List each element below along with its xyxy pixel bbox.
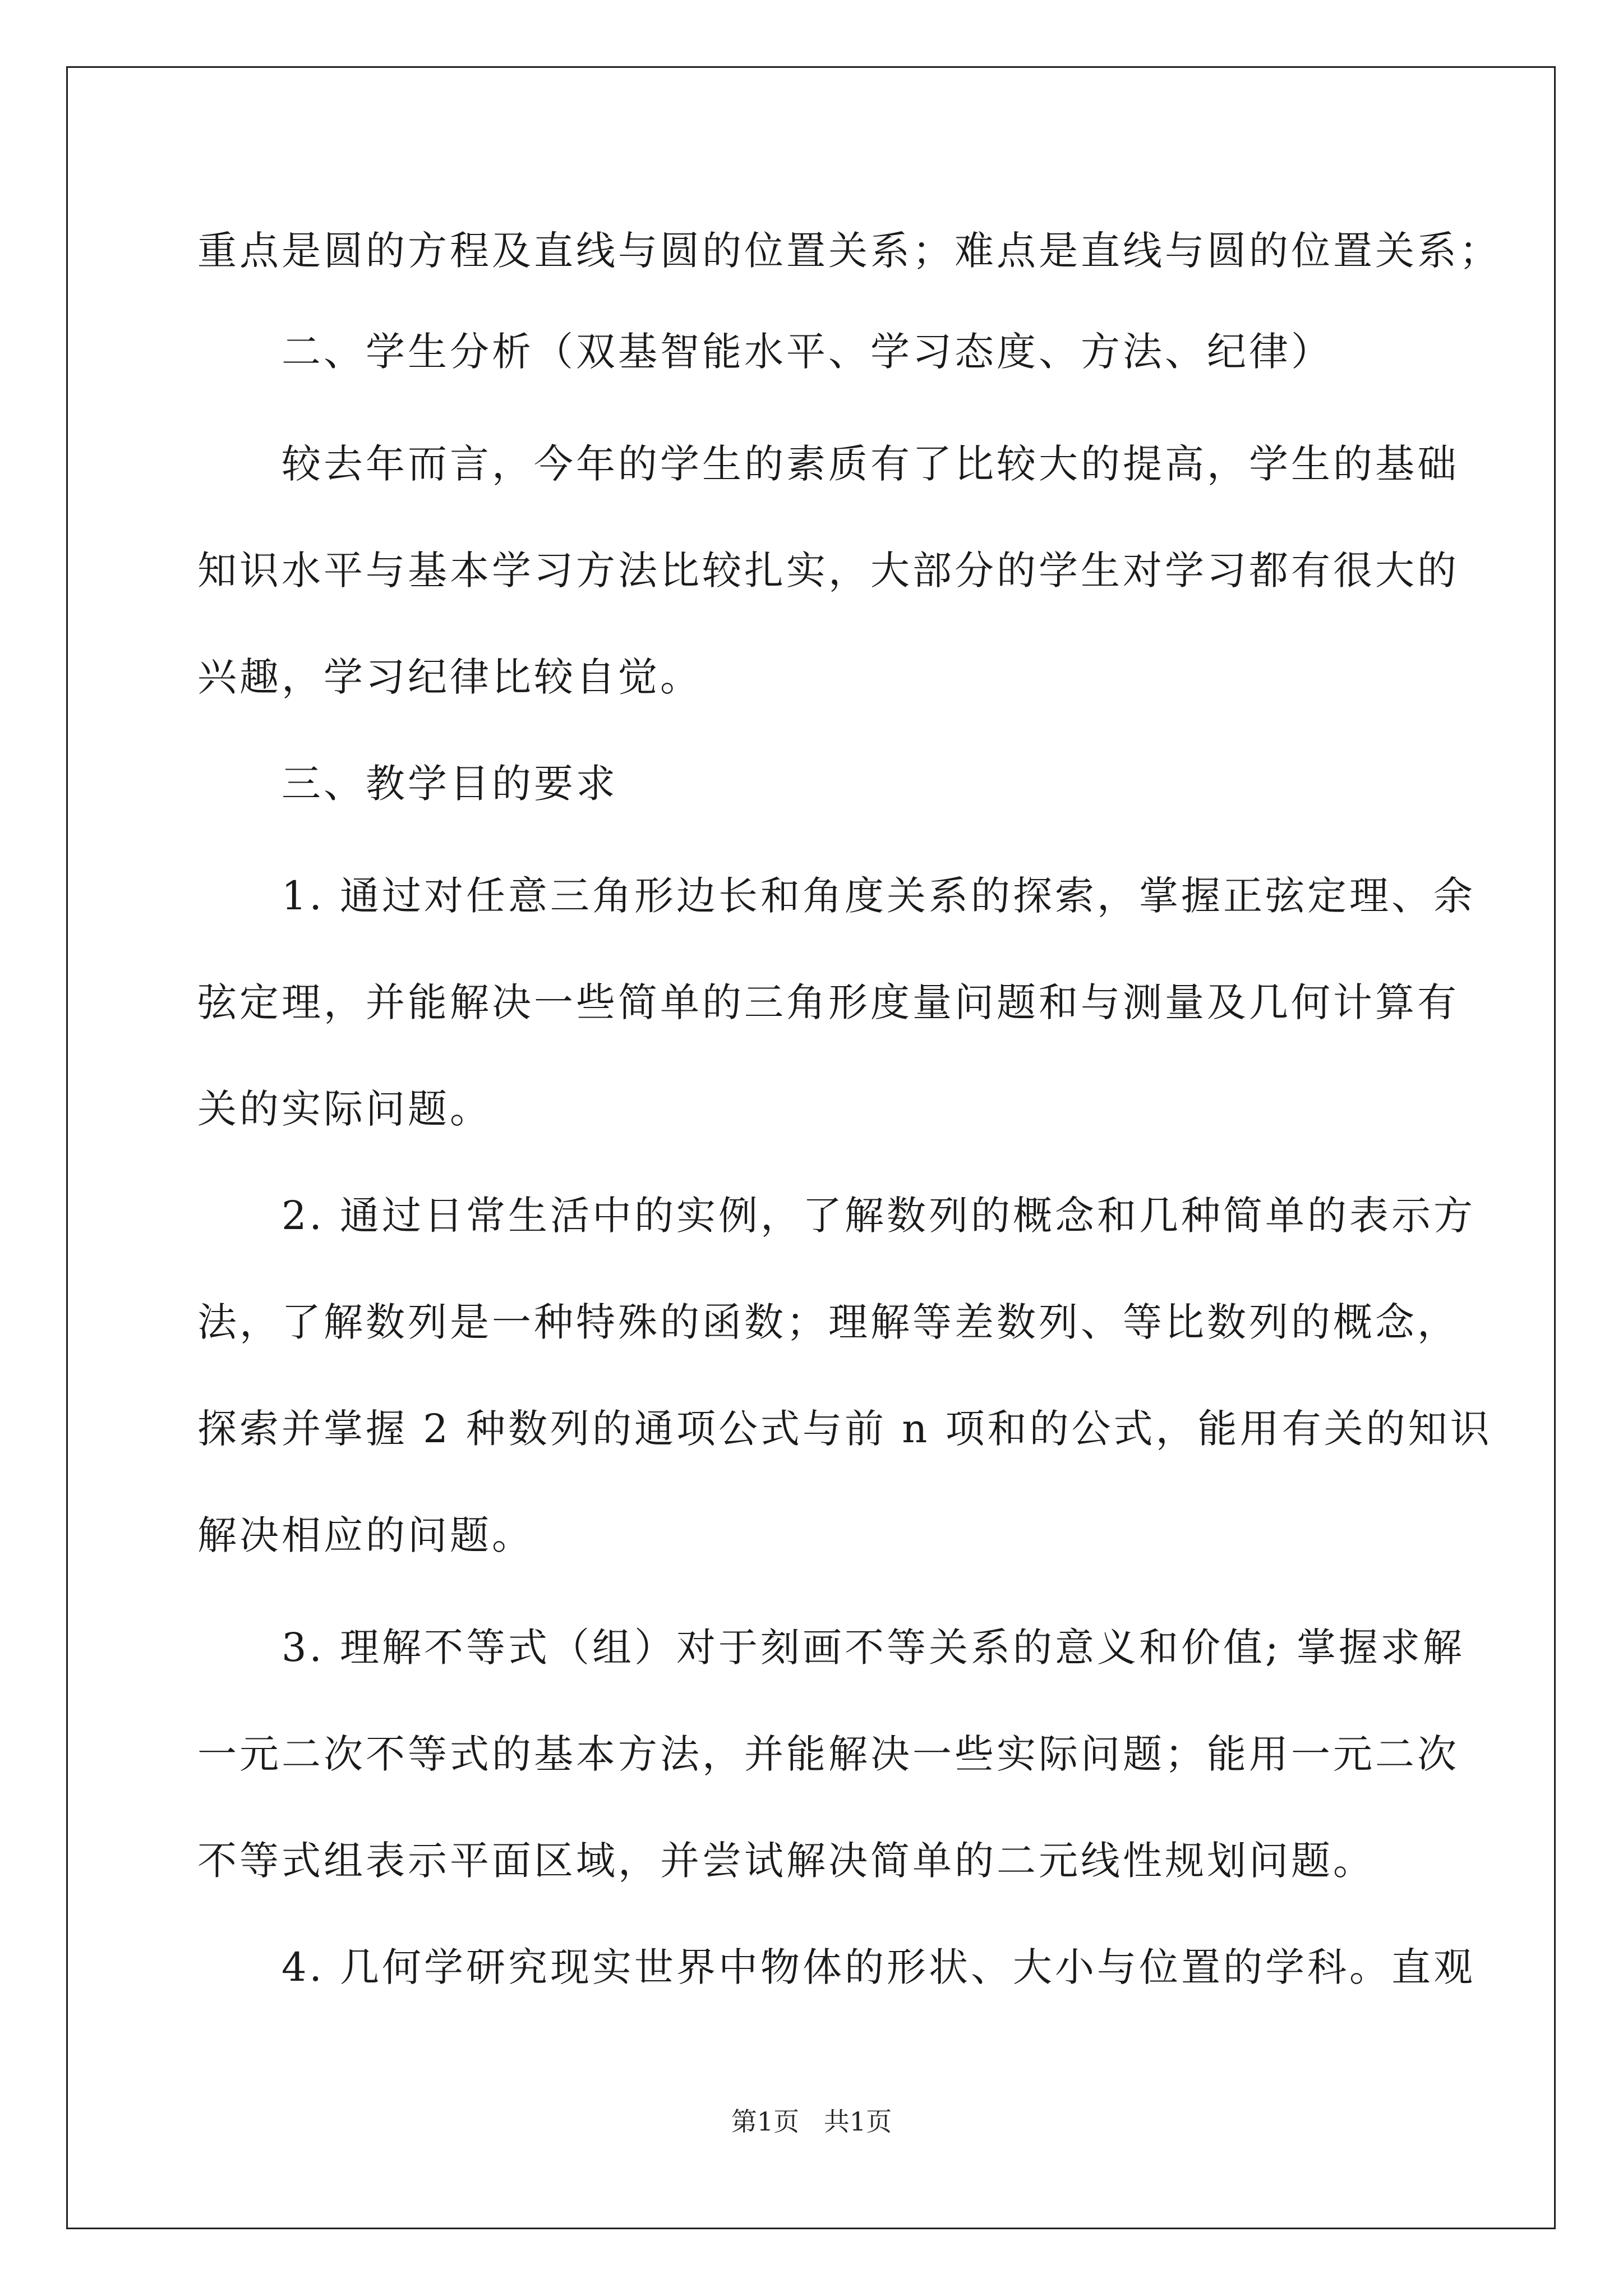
- text-line-11: 法，了解数列是一种特殊的函数；理解等差数列、等比数列的概念，: [197, 1299, 1459, 1345]
- text-line-7: 1. 通过对任意三角形边长和角度关系的探索，掌握正弦定理、余: [282, 873, 1476, 919]
- text-line-10: 2. 通过日常生活中的实例，了解数列的概念和几种简单的表示方: [282, 1193, 1476, 1239]
- text-line-17: 4. 几何学研究现实世界中物体的形状、大小与位置的学科。直观: [282, 1944, 1476, 1990]
- text-line-13: 解决相应的问题。: [197, 1512, 534, 1558]
- text-line-12: 探索并掌握 2 种数列的通项公式与前 n 项和的公式，能用有关的知识: [197, 1406, 1492, 1452]
- section-heading-student-analysis: 二、学生分析（双基智能水平、学习态度、方法、纪律）: [282, 329, 1333, 375]
- text-line-14: 3. 理解不等式（组）对于刻画不等关系的意义和价值; 掌握求解: [282, 1625, 1465, 1671]
- text-line-8: 弦定理，并能解决一些简单的三角形度量问题和与测量及几何计算有: [197, 979, 1459, 1025]
- text-line-1: 重点是圆的方程及直线与圆的位置关系；难点是直线与圆的位置关系；: [197, 228, 1501, 274]
- text-line-16: 不等式组表示平面区域，并尝试解决简单的二元线性规划问题。: [197, 1838, 1375, 1884]
- section-heading-teaching-goals: 三、教学目的要求: [282, 761, 618, 807]
- text-line-15: 一元二次不等式的基本方法，并能解决一些实际问题；能用一元二次: [197, 1731, 1459, 1777]
- text-line-4: 知识水平与基本学习方法比较扎实，大部分的学生对学习都有很大的: [197, 547, 1459, 593]
- text-line-5: 兴趣，学习纪律比较自觉。: [197, 654, 702, 700]
- text-line-9: 关的实际问题。: [197, 1086, 492, 1132]
- page-number-footer: 第1页 共1页: [731, 2106, 892, 2137]
- text-line-3: 较去年而言，今年的学生的素质有了比较大的提高，学生的基础: [282, 441, 1459, 487]
- page-border: [66, 66, 1556, 2229]
